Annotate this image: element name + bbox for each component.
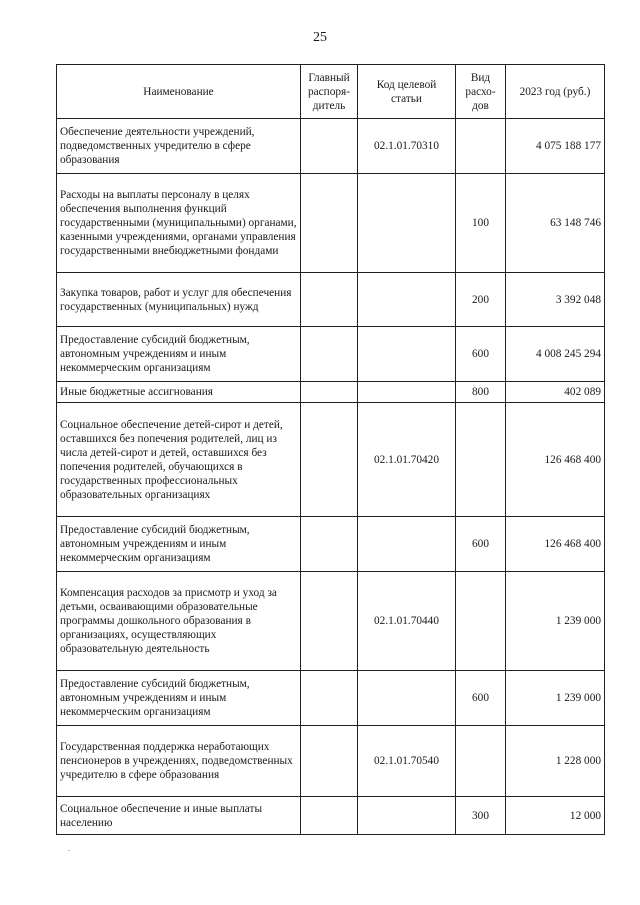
table-row (57, 517, 605, 572)
row-target-code (358, 517, 456, 572)
row-expense-type (456, 726, 506, 797)
row-target-code (358, 327, 456, 382)
row-expense-type: 300 (456, 797, 506, 835)
row-main-manager (301, 327, 358, 382)
row-expense-type: 200 (456, 273, 506, 327)
row-expense-type (456, 403, 506, 517)
row-target-code (358, 671, 456, 726)
row-expense-type: 100 (456, 174, 506, 273)
row-amount: 63 148 746 (506, 174, 605, 273)
row-amount: 126 468 400 (506, 403, 605, 517)
table-row (57, 726, 605, 797)
table-row (57, 797, 605, 835)
row-target-code: 02.1.01.70440 (358, 572, 456, 671)
row-expense-type: 800 (456, 382, 506, 403)
table-row (57, 403, 605, 517)
budget-table (56, 64, 605, 835)
row-main-manager (301, 671, 358, 726)
row-name: Предоставление субсидий бюджетным, автономным учреждениям и иным некоммерческим организациям (57, 327, 301, 382)
row-name: Обеспечение деятельности учреждений, подведомственных учредителю в сфере образования (57, 119, 301, 174)
row-target-code (358, 797, 456, 835)
row-target-code: 02.1.01.70420 (358, 403, 456, 517)
row-amount: 12 000 (506, 797, 605, 835)
table-row (57, 671, 605, 726)
row-name: Предоставление субсидий бюджетным, автономным учреждениям и иным некоммерческим организациям (57, 671, 301, 726)
table-row (57, 273, 605, 327)
table-row (57, 327, 605, 382)
row-amount: 4 008 245 294 (506, 327, 605, 382)
header-amount-2023: 2023 год (руб.) (506, 65, 605, 119)
row-name: Компенсация расходов за присмотр и уход за детьми, осваивающими образовательные программы дошкольного образования в организациях, осуществляющих образовательную деятельность (57, 572, 301, 671)
table-row (57, 119, 605, 174)
row-main-manager (301, 797, 358, 835)
row-target-code: 02.1.01.70540 (358, 726, 456, 797)
row-expense-type: 600 (456, 327, 506, 382)
row-name: Закупка товаров, работ и услуг для обеспечения государственных (муниципальных) нужд (57, 273, 301, 327)
row-expense-type: 600 (456, 671, 506, 726)
row-amount: 1 239 000 (506, 572, 605, 671)
row-amount: 1 239 000 (506, 671, 605, 726)
row-name: Государственная поддержка неработающих пенсионеров в учреждениях, подведомственных учредителю в сфере образования (57, 726, 301, 797)
row-name: Социальное обеспечение и иные выплаты населению (57, 797, 301, 835)
page-number: 25 (313, 30, 327, 45)
row-main-manager (301, 174, 358, 273)
header-main-manager: Главный распоря-дитель (301, 65, 358, 119)
table-header-row (57, 65, 605, 119)
row-expense-type (456, 572, 506, 671)
table-row (57, 382, 605, 403)
row-amount: 4 075 188 177 (506, 119, 605, 174)
row-name: Иные бюджетные ассигнования (57, 382, 301, 403)
row-name: Предоставление субсидий бюджетным, автономным учреждениям и иным некоммерческим организациям (57, 517, 301, 572)
row-main-manager (301, 403, 358, 517)
row-main-manager (301, 517, 358, 572)
row-target-code (358, 174, 456, 273)
row-target-code: 02.1.01.70310 (358, 119, 456, 174)
scan-speck (68, 850, 70, 851)
row-main-manager (301, 382, 358, 403)
row-expense-type: 600 (456, 517, 506, 572)
row-target-code (358, 382, 456, 403)
row-main-manager (301, 572, 358, 671)
row-target-code (358, 273, 456, 327)
row-amount: 402 089 (506, 382, 605, 403)
header-name: Наименование (57, 65, 301, 119)
row-main-manager (301, 273, 358, 327)
row-name: Расходы на выплаты персоналу в целях обеспечения выполнения функций государственными (муниципальными) органами, казенными учреждениями, органами управления государственными внебюджетными фондами (57, 174, 301, 273)
header-expense-type: Вид расхо-дов (456, 65, 506, 119)
row-amount: 126 468 400 (506, 517, 605, 572)
table-row (57, 174, 605, 273)
row-main-manager (301, 119, 358, 174)
row-name: Социальное обеспечение детей-сирот и детей, оставшихся без попечения родителей, лиц из числа детей-сирот и детей, оставшихся без попечения родителей, обучающихся в государственных профессиональных образовательных организациях (57, 403, 301, 517)
row-expense-type (456, 119, 506, 174)
table-row (57, 572, 605, 671)
row-amount: 1 228 000 (506, 726, 605, 797)
row-amount: 3 392 048 (506, 273, 605, 327)
row-main-manager (301, 726, 358, 797)
header-target-code: Код целевой статьи (358, 65, 456, 119)
